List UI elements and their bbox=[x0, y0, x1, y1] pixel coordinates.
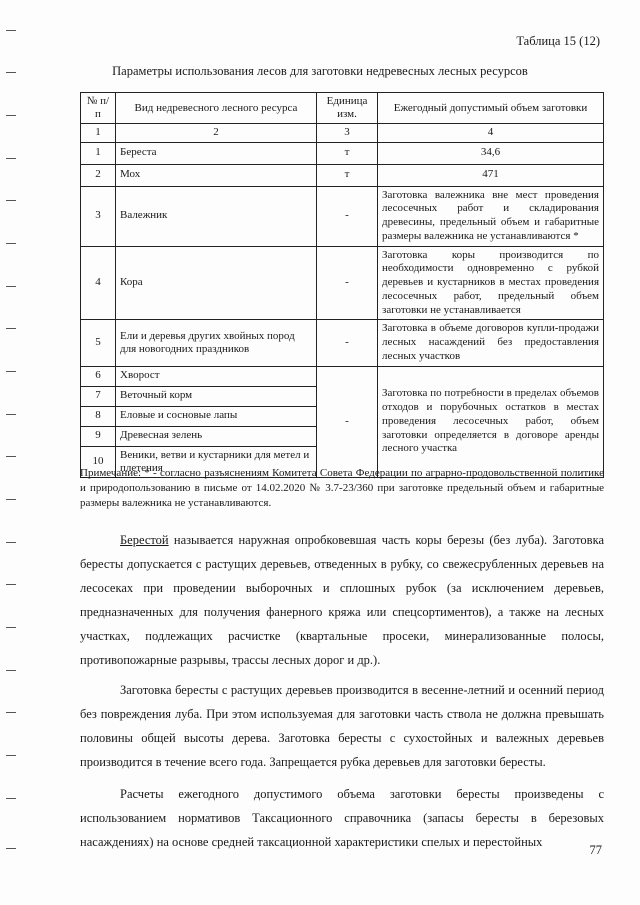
row-no: 3 bbox=[81, 186, 116, 246]
note-text: * - согласно разъяснениям Комитета Совета Федерации по аграрно-продовольственной политике и природопользованию в письме от 14.02.2020 № 3.7-23/360 при заготовке предельный объем и габаритные размеры валежника не устанавливаются. bbox=[80, 467, 604, 509]
note-label: Примечание: bbox=[80, 467, 142, 479]
row-no: 6 bbox=[81, 366, 116, 386]
row-no: 9 bbox=[81, 426, 116, 446]
paragraph-2: Заготовка бересты с растущих деревьев производится в весенне-летний и осенний период без повреждения луба. При этом используемая для заготовки часть ствола не должна превышать половины общей высоты дерева. Заготовка бересты с сухостойных и валежных деревьев производится в течение всего года. Запрещается рубка деревьев для заготовки бересты. bbox=[80, 683, 604, 769]
paragraph-3: Расчеты ежегодного допустимого объема заготовки бересты произведены с использованием нормативов Таксационного справочника (запасы бересты в березовых насаждениях) на основе средней таксационной характеристики спелых и перестойных bbox=[80, 787, 604, 849]
table-number: Таблица 15 (12) bbox=[516, 34, 600, 48]
body-text bbox=[80, 528, 604, 860]
index-cell: 2 bbox=[116, 124, 317, 142]
group-volume: Заготовка по потребности в пределах объемов отходов и порубочных остатков в местах проведения лесосечных работ, объем заготовки определяется в договоре аренды лесного участка bbox=[378, 366, 604, 477]
row-name: Валежник bbox=[116, 186, 317, 246]
index-cell: 3 bbox=[317, 124, 378, 142]
row-unit: - bbox=[317, 246, 378, 320]
table-header-row bbox=[81, 93, 604, 124]
table-row bbox=[81, 164, 604, 186]
table-row bbox=[81, 246, 604, 320]
row-unit: т bbox=[317, 164, 378, 186]
row-name: Веники, ветви и кустарники для метел и плетения bbox=[116, 446, 317, 477]
row-name: Хворост bbox=[116, 366, 317, 386]
row-name: Мох bbox=[116, 164, 317, 186]
index-row bbox=[81, 124, 604, 142]
index-cell: 1 bbox=[81, 124, 116, 142]
table-row bbox=[81, 186, 604, 246]
row-name: Ели и деревья других хвойных пород для новогодних праздников bbox=[116, 320, 317, 366]
parameters-table bbox=[80, 92, 604, 478]
paragraph-1-text: называется наружная опробковевшая часть коры березы (без луба). Заготовка бересты допускается с растущих деревьев, отведенных в рубку, со свежесрубленных деревьев на лесосеках при проведении выборочных и сплошных рубок (за исключением деревьев, предназначенных для получения фанерного кряжа или спецсортиментов), а также на лесных участках, подлежащих расчистке (квартальные просеки, минерализованные полосы, противопожарные разрывы, трассы лесных дорог и др.). bbox=[80, 533, 604, 667]
table-row bbox=[81, 320, 604, 366]
row-volume: Заготовка валежника вне мест проведения лесосечных работ и складирования древесины, предельный объем и габаритные размеры валежника не устанавливаются * bbox=[378, 186, 604, 246]
row-unit: - bbox=[317, 320, 378, 366]
table-note bbox=[80, 466, 604, 511]
row-no: 2 bbox=[81, 164, 116, 186]
header-no: № п/п bbox=[81, 93, 116, 124]
header-volume: Ежегодный допустимый объем заготовки bbox=[378, 93, 604, 124]
table-title: Параметры использования лесов для заготовки недревесных лесных ресурсов bbox=[112, 64, 528, 78]
term-beresta: Берестой bbox=[120, 533, 169, 547]
row-no: 8 bbox=[81, 406, 116, 426]
table-row bbox=[81, 366, 604, 386]
row-name: Веточный корм bbox=[116, 386, 317, 406]
row-no: 4 bbox=[81, 246, 116, 320]
header-resource: Вид недревесного лесного ресурса bbox=[116, 93, 317, 124]
row-unit: т bbox=[317, 142, 378, 164]
row-no: 5 bbox=[81, 320, 116, 366]
page-number: 77 bbox=[589, 843, 602, 857]
paragraph-1 bbox=[80, 528, 604, 672]
row-volume: 34,6 bbox=[378, 142, 604, 164]
row-no: 1 bbox=[81, 142, 116, 164]
row-volume: Заготовка коры производится по необходимости одновременно с рубкой деревьев и кустарников в местах проведения лесосечных работ, предельный объем заготовки не устанавливается bbox=[378, 246, 604, 320]
table-row bbox=[81, 142, 604, 164]
row-unit: - bbox=[317, 186, 378, 246]
row-name: Береста bbox=[116, 142, 317, 164]
row-no: 7 bbox=[81, 386, 116, 406]
group-unit: - bbox=[317, 366, 378, 477]
scan-margin-marks bbox=[0, 0, 20, 905]
row-name: Кора bbox=[116, 246, 317, 320]
index-cell: 4 bbox=[378, 124, 604, 142]
row-no: 10 bbox=[81, 446, 116, 477]
row-name: Древесная зелень bbox=[116, 426, 317, 446]
row-volume: 471 bbox=[378, 164, 604, 186]
row-volume: Заготовка в объеме договоров купли-продажи лесных насаждений без предоставления лесных участков bbox=[378, 320, 604, 366]
header-unit: Единица изм. bbox=[317, 93, 378, 124]
row-name: Еловые и сосновые лапы bbox=[116, 406, 317, 426]
